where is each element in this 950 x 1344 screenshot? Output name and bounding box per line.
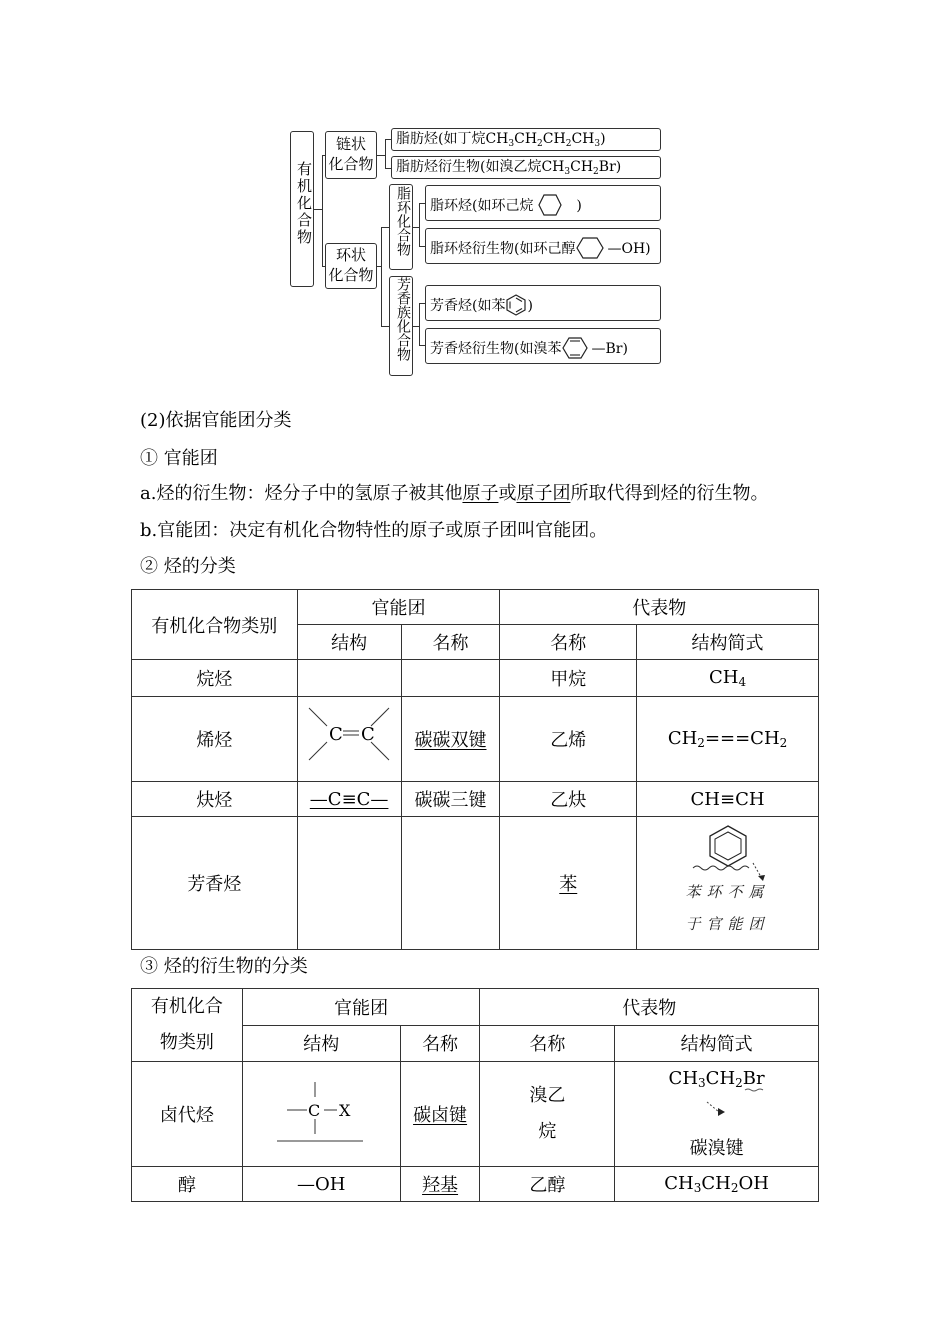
hydrocarbon-table: [131, 589, 819, 950]
double-bond-structure-icon: [301, 702, 397, 772]
cell-category: 醇: [132, 1167, 243, 1202]
svg-text:C: C: [308, 1100, 321, 1120]
header-rep-name: 名称: [500, 625, 637, 660]
cell-formula: [637, 817, 819, 950]
cell-formula: $CH_2===CH_2$: [637, 697, 819, 782]
cell-name: [401, 817, 500, 950]
cell-rep-name: 乙醇: [480, 1167, 615, 1202]
cell-structure: —OH: [242, 1167, 400, 1202]
alicyclic-hydrocarbon-box: 脂环烃(如环己烷 ): [425, 185, 661, 221]
benzene-note-line1: 苯环不属: [685, 882, 770, 901]
benzene-note-line2: 于官能团: [685, 914, 770, 933]
cell-structure: [297, 817, 401, 950]
cell-category: 炔烃: [132, 782, 298, 817]
header-functional-group: 官能团: [242, 989, 480, 1026]
cell-name: 碳卤键: [400, 1062, 480, 1167]
cell-formula: $CH_3CH_2OH$: [615, 1167, 819, 1202]
cell-category: 烷烃: [132, 660, 298, 697]
root-label: 有机化合物: [295, 161, 313, 246]
cell-structure: —C≡C—: [297, 782, 401, 817]
aromatic-label: 芳香族化合物: [395, 277, 411, 361]
cell-rep-name: 溴乙 烷: [480, 1062, 615, 1167]
cell-rep-name: 乙炔: [500, 782, 637, 817]
section-heading-functional-group: (2)依据官能团分类: [140, 410, 292, 431]
alicyclic-label: 脂环化合物: [395, 186, 411, 256]
header-category: 有机化合物类别: [132, 590, 298, 660]
header-rep-name: 名称: [480, 1025, 615, 1062]
cell-rep-name: 乙烯: [500, 697, 637, 782]
definition-derivative: a.烃的衍生物：烃分子中的氢原子被其他原子或原子团所取代得到烃的衍生物。: [140, 483, 769, 504]
header-representative: 代表物: [480, 989, 819, 1026]
cell-rep-name: 甲烷: [500, 660, 637, 697]
table-row: [132, 782, 819, 817]
subheading-derivative-classification: ③ 烃的衍生物的分类: [140, 956, 308, 977]
header-category: 有机化合 物类别: [132, 989, 243, 1062]
cell-formula: CH≡CH: [637, 782, 819, 817]
table-row: [132, 1167, 819, 1202]
header-formula: 结构简式: [615, 1025, 819, 1062]
cell-structure: [297, 660, 401, 697]
derivative-table: [131, 988, 819, 1202]
cell-rep-name: 苯: [500, 817, 637, 950]
header-formula: 结构简式: [637, 625, 819, 660]
header-representative: 代表物: [500, 590, 819, 625]
header-structure: 结构: [297, 625, 401, 660]
cell-name: 碳碳双键: [401, 697, 500, 782]
cell-structure: [297, 697, 401, 782]
svg-text:C: C: [329, 723, 343, 745]
cyclohexanol-ring-icon: [575, 237, 607, 259]
aliphatic-hydrocarbon-box: 脂肪烃(如丁烷$CH_3CH_2CH_2CH_3$): [391, 128, 661, 151]
table-row: [132, 660, 819, 697]
cell-formula: $CH_4$: [637, 660, 819, 697]
table-row: [132, 1062, 819, 1167]
cell-structure: [242, 1062, 400, 1167]
cell-name: 羟基: [400, 1167, 480, 1202]
table-row: [132, 817, 819, 950]
aromatic-derivative-box: 芳香烃衍生物(如溴苯 —Br): [425, 328, 661, 364]
header-structure: 结构: [242, 1025, 400, 1062]
cell-name: [401, 660, 500, 697]
ring-compound-label: 环状 化合物: [328, 246, 374, 284]
subheading-functional-group: ① 官能团: [140, 448, 218, 469]
formula-note: 碳溴键: [689, 1138, 744, 1159]
benzene-icon: [505, 294, 527, 316]
formula-bromoethane: $CH_3CH_2Br$: [668, 1068, 765, 1090]
cell-category: 芳香烃: [132, 817, 298, 950]
header-functional-group: 官能团: [297, 590, 500, 625]
aliphatic-derivative-box: 脂肪烃衍生物(如溴乙烷$CH_3CH_2Br$): [391, 156, 661, 179]
chain-compound-label: 链状 化合物: [328, 135, 374, 173]
header-name: 名称: [401, 625, 500, 660]
halide-structure-icon: [271, 1077, 371, 1147]
cell-category: 烯烃: [132, 697, 298, 782]
cell-formula: [615, 1062, 819, 1167]
definition-functional-group: b.官能团：决定有机化合物特性的原子或原子团叫官能团。: [140, 520, 608, 541]
svg-text:C: C: [361, 723, 375, 745]
cell-name: 碳碳三键: [401, 782, 500, 817]
alicyclic-derivative-box: 脂环烃衍生物(如环己醇 —OH): [425, 228, 661, 264]
subheading-hydrocarbon-classification: ② 烃的分类: [140, 556, 236, 577]
squiggle-arrow-icon: [615, 1088, 815, 1128]
header-name: 名称: [400, 1025, 480, 1062]
aromatic-hydrocarbon-box: 芳香烃(如苯 ): [425, 285, 661, 321]
benzene-ring-icon: [653, 823, 803, 883]
cell-category: 卤代烃: [132, 1062, 243, 1167]
svg-text:X: X: [339, 1100, 351, 1120]
table-row: [132, 697, 819, 782]
cyclohexane-icon: [538, 194, 562, 216]
bromobenzene-ring-icon: [561, 337, 591, 359]
